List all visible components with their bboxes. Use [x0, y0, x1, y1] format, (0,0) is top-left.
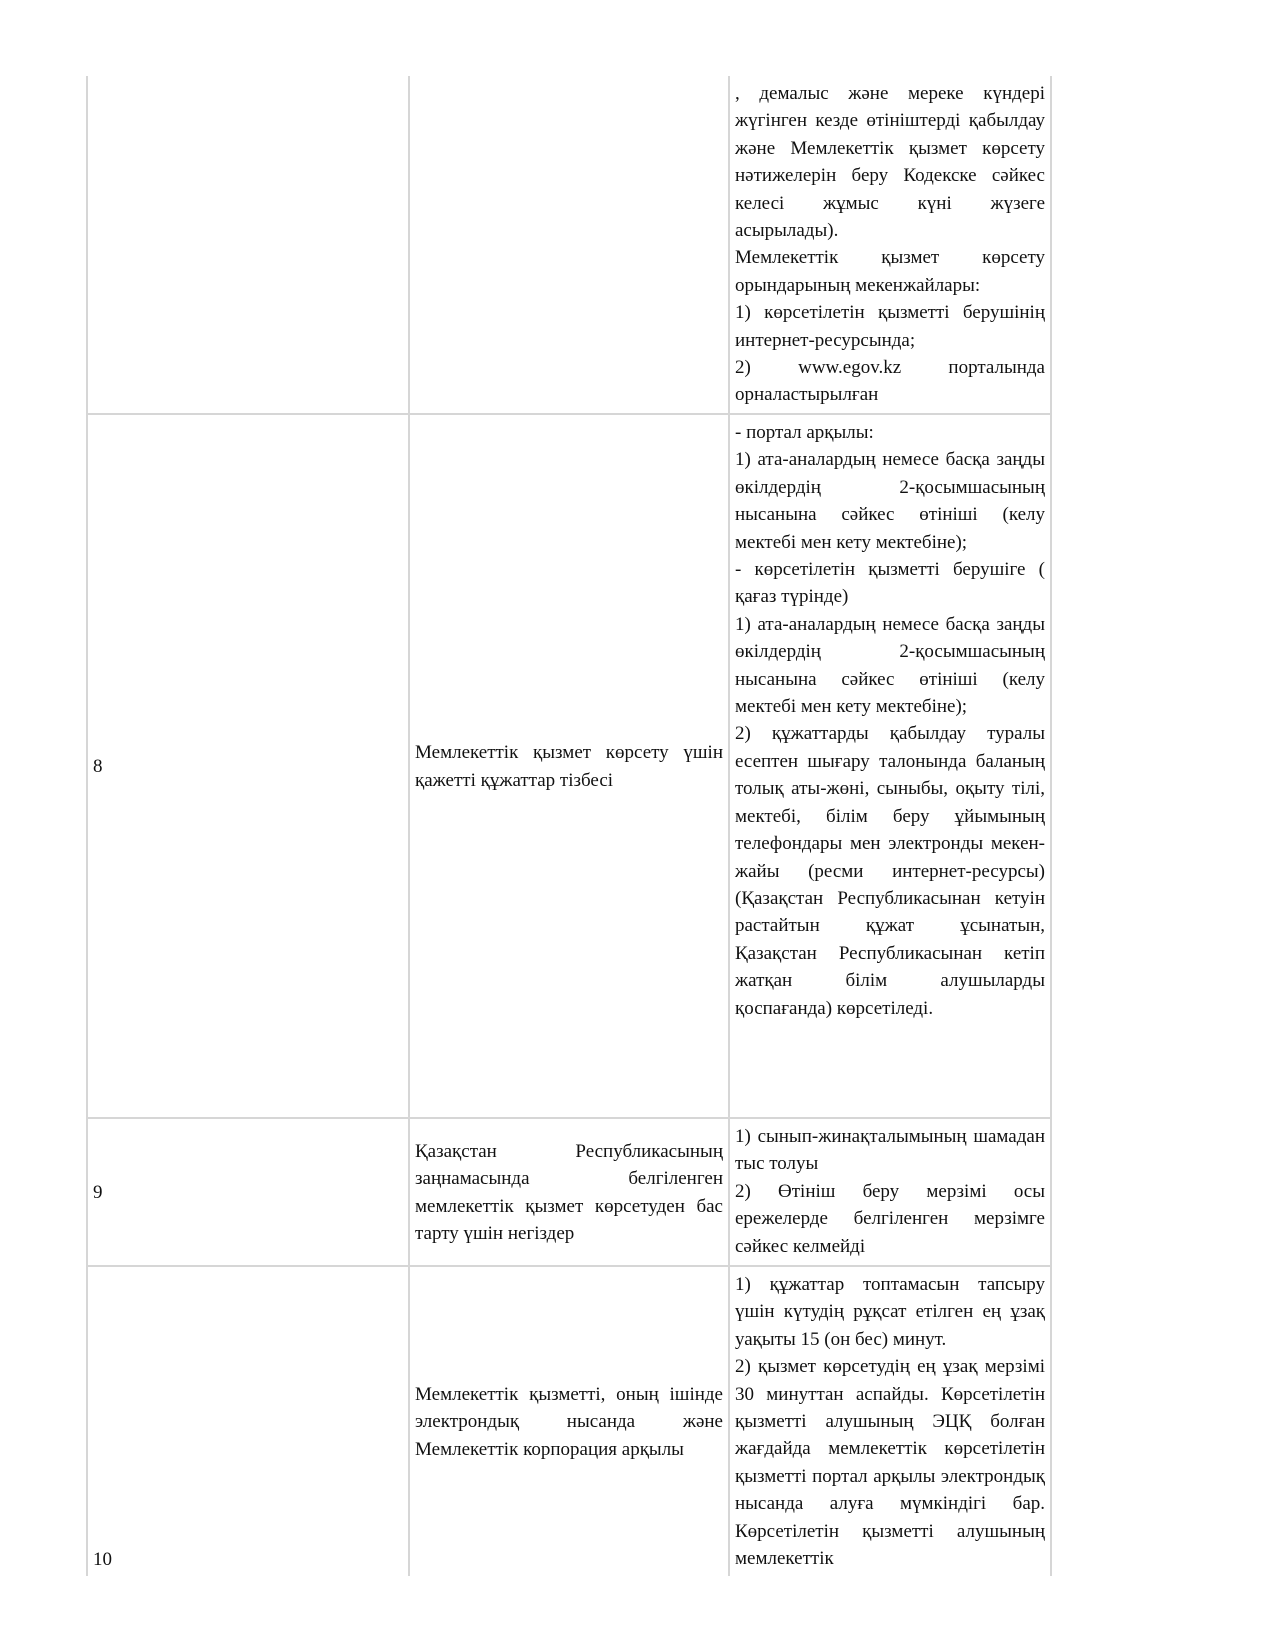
row-number: 10 — [87, 1266, 409, 1576]
paragraph: - портал арқылы: — [735, 422, 874, 443]
paragraph: 2) www.egov.kz порталында орналастырылған — [735, 357, 1045, 406]
row-name-text: Қазақстан Республикасының заңнамасында белгіленген мемлекеттік қызмет көрсетуден бас тарту үшін негіздер — [415, 1140, 723, 1244]
paragraph: 2) Өтініш беру мерзімі осы ережелерде белгіленген мерзімге сәйкес келмейді — [735, 1180, 1045, 1257]
row-number: 9 — [87, 1118, 409, 1266]
table-row — [87, 1118, 1051, 1266]
paragraph: - көрсетілетін қызметті берушіге ( қағаз түрінде) — [735, 559, 1045, 608]
row-name — [409, 76, 729, 414]
row-content — [729, 414, 1051, 1118]
row-name-text: Мемлекеттік қызметті, оның ішінде электрондық нысанда және Мемлекеттік корпорация арқылы — [415, 1383, 723, 1460]
row-content — [729, 1118, 1051, 1266]
paragraph: 1) сынып-жинақталымының шамадан тыс толуы — [735, 1126, 1045, 1175]
services-table — [86, 76, 1052, 1576]
row-name — [409, 1266, 729, 1576]
row-name — [409, 1118, 729, 1266]
paragraph: 2) құжаттарды қабылдау туралы есептен шығару талонында баланың толық аты-жөні, сыныбы, оқыту тілі, мектебі, білім беру ұйымының телефондары мен электронды мекен-жайы (ресми интернет-ресурсы) (Қазақстан Республикасынан кетуін растайтын құжат ұсынатын, Қазақстан Республикасынан кетіп жатқан білім алушыларды қоспағанда) көрсетіледі. — [735, 723, 1045, 1019]
paragraph: 2) қызмет көрсетудің ең ұзақ мерзімі 30 минуттан аспайды. Көрсетілетін қызметті алушының ЭЦҚ болған жағдайда мемлекеттік көрсетілетін қызметті портал арқылы электрондық нысанда алуға мүмкіндігі бар. Көрсетілетін қызметті алушының мемлекеттік — [735, 1356, 1045, 1570]
paragraph: 1) ата-аналардың немесе басқа заңды өкілдердің 2-қосымшасының нысанына сәйкес өтініші (келу мектебі мен кету мектебіне); — [735, 613, 1045, 718]
paragraph: 1) құжаттар топтамасын тапсыру үшін күтудің рұқсат етілген ең ұзақ уақыты 15 (он бес) минут. — [735, 1274, 1045, 1350]
table-row — [87, 76, 1051, 414]
row-name — [409, 414, 729, 1118]
row-name-text: Мемлекеттік қызмет көрсету үшін қажетті құжаттар тізбесі — [415, 742, 723, 791]
paragraph: 1) көрсетілетін қызметті берушінің интернет-ресурсында; — [735, 302, 1045, 351]
row-content — [729, 1266, 1051, 1576]
paragraph: , демалыс және мереке күндері жүгінген кезде өтініштерді қабылдау және Мемлекеттік қызмет көрсету нәтижелерін беру Кодекске сәйкес келесі жұмыс күні жүзеге асырылады). — [735, 83, 1045, 242]
table-row — [87, 414, 1051, 1118]
table-row — [87, 1266, 1051, 1576]
row-number — [87, 76, 409, 414]
paragraph: 1) ата-аналардың немесе басқа заңды өкілдердің 2-қосымшасының нысанына сәйкес өтініші (келу мектебі мен кету мектебіне); — [735, 449, 1045, 553]
paragraph: Мемлекеттік қызмет көрсету орындарының мекенжайлары: — [735, 247, 1045, 296]
row-content — [729, 76, 1051, 414]
row-number: 8 — [87, 414, 409, 1118]
